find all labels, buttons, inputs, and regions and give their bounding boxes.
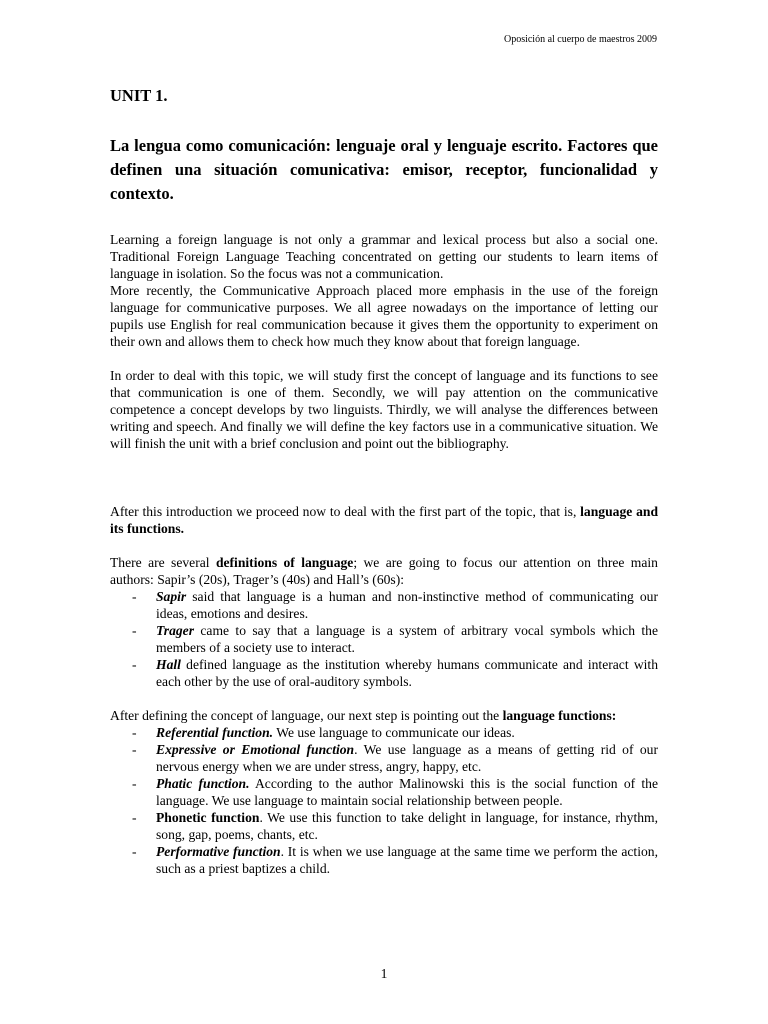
unit-title: UNIT 1. <box>110 86 168 105</box>
definition-text: came to say that a language is a system of arbitrary vocal symbols which the members of a society use to interact. <box>156 623 658 655</box>
page-number: 1 <box>380 966 388 981</box>
definitions-intro-after: ; we are going to focus our attention on three main authors: Sapir’s (20s), Trager’s (40s) and Hall’s (60s): <box>110 555 658 587</box>
definitions-list <box>110 588 658 690</box>
list-item <box>110 724 658 741</box>
dash-bullet: - <box>132 623 137 638</box>
function-term: Referential function. <box>156 725 274 740</box>
function-text: According to the author Malinowski this is the social function of the language. We use language to maintain social relationship between people. <box>156 776 658 808</box>
dash-bullet: - <box>132 810 137 825</box>
function-term: Phatic function. <box>156 776 250 791</box>
dash-bullet: - <box>132 742 137 757</box>
page-header: Oposición al cuerpo de maestros 2009 <box>503 34 657 45</box>
function-term: Performative function <box>156 844 281 859</box>
definitions-intro-before: There are several <box>110 555 216 570</box>
definition-text: said that language is a human and non-instinctive method of communicating our ideas, emotions and desires. <box>156 589 658 621</box>
definitions-intro-bold: definitions of language <box>215 555 354 570</box>
topic-title: La lengua como comunicación: lenguaje oral y lenguaje escrito. Factores que definen una situación comunicativa: emisor, receptor, funcionalidad y contexto. <box>110 136 658 203</box>
functions-intro-before: After defining the concept of language, our next step is pointing out the <box>110 708 503 723</box>
list-item <box>110 588 658 622</box>
list-item <box>110 741 658 775</box>
function-term: Phonetic function <box>156 810 260 825</box>
dash-bullet: - <box>132 776 137 791</box>
transition-bold: language and its functions. <box>110 504 658 536</box>
functions-list <box>110 724 658 877</box>
dash-bullet: - <box>132 844 137 859</box>
dash-bullet: - <box>132 657 137 672</box>
function-text: . We use this function to take delight in language, for instance, rhythm, song, gap, poems, chants, etc. <box>156 810 658 842</box>
dash-bullet: - <box>132 725 137 740</box>
list-item <box>110 843 658 877</box>
intro-paragraph-2: More recently, the Communicative Approach placed more emphasis in the use of the foreign language for communicative purposes. We all agree nowadays on the importance of letting our pupils use English for real communication because it gives them the opportunity to experiment on their own and allows them to check how much they know about that foreign language. <box>110 283 658 349</box>
function-term: Expressive or Emotional function <box>156 742 355 757</box>
definition-text: defined language as the institution whereby humans communicate and interact with each other by the use of oral-auditory symbols. <box>156 657 658 689</box>
functions-intro <box>110 707 658 724</box>
transition-text: After this introduction we proceed now to deal with the first part of the topic, that is, <box>110 504 581 519</box>
list-item <box>110 809 658 843</box>
intro-paragraph-1: Learning a foreign language is not only a grammar and lexical process but also a social one. Traditional Foreign Language Teaching concentrated on getting our students to learn items of language in isolation. So the focus was not a communication. <box>110 232 658 281</box>
definition-term: Trager <box>156 623 195 638</box>
definition-term: Hall <box>156 657 181 672</box>
dash-bullet: - <box>132 589 137 604</box>
function-text: . It is when we use language at the same time we perform the action, such as a priest baptizes a child. <box>156 844 658 876</box>
function-text: We use language to communicate our ideas. <box>273 725 515 740</box>
list-item <box>110 775 658 809</box>
function-text: . We use language as a means of getting rid of our nervous energy when we are under stress, angry, happy, etc. <box>156 742 658 774</box>
transition-paragraph <box>110 503 658 537</box>
functions-intro-bold: language functions: <box>502 708 617 723</box>
definitions-intro <box>110 554 658 588</box>
document-body <box>110 86 658 877</box>
definition-term: Sapir <box>156 589 187 604</box>
intro-paragraph-3: In order to deal with this topic, we will study first the concept of language and its functions to see that communication is one of them. Secondly, we will pay attention on the communicative competence a concept develops by two linguists. Thirdly, we will analyse the differences between writing and speech. And finally we will define the key factors use in a communicative situation. We will finish the unit with a brief conclusion and point out the bibliography. <box>110 368 658 451</box>
list-item <box>110 622 658 656</box>
list-item <box>110 656 658 690</box>
